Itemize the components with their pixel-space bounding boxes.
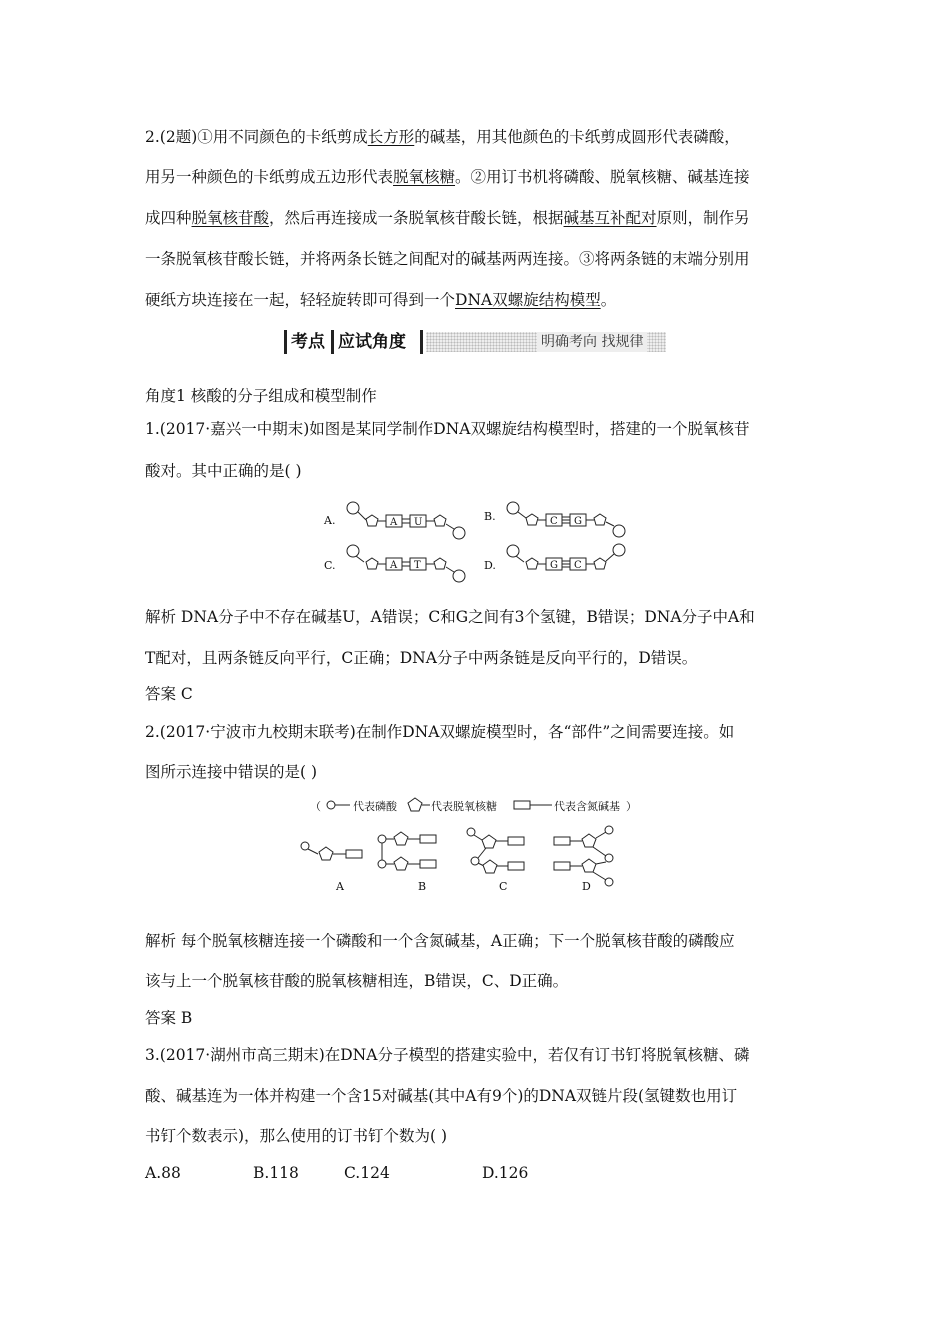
q1-fig-d-base2: C	[574, 560, 582, 571]
phosphate-icon	[453, 527, 465, 539]
sugar-icon	[394, 832, 408, 845]
q1-option-b-model	[484, 502, 625, 537]
phosphate-icon	[507, 502, 519, 514]
legend-base: 代表含氮碱基	[554, 800, 620, 813]
phosphate-icon	[613, 525, 625, 537]
legend-open: （	[310, 800, 321, 813]
phosphate-icon	[605, 878, 613, 886]
base-icon	[508, 837, 524, 845]
q1-stem-line-1: 1.(2017·嘉兴一中期末)如图是某同学制作DNA双螺旋结构模型时，搭建的一个脱氧核苷	[145, 420, 750, 438]
q2-option-c-model	[467, 828, 524, 873]
intro-line-5: 硬纸方块连接在一起，轻轻旋转即可得到一个DNA双螺旋结构模型。	[145, 291, 617, 309]
base-icon	[420, 860, 436, 868]
base-icon	[514, 801, 530, 809]
sugar-icon	[366, 558, 378, 569]
q2-fig-label-b: B	[418, 880, 427, 893]
sugar-icon	[366, 515, 378, 526]
sugar-icon	[482, 835, 496, 848]
banner-bar	[331, 330, 334, 354]
banner-bar	[284, 330, 287, 354]
sugar-icon	[594, 514, 606, 525]
phosphate-icon	[327, 801, 335, 809]
q3-option-c: C.124	[344, 1164, 390, 1182]
q1-fig-a-base1: A	[390, 517, 398, 528]
base-icon	[554, 837, 570, 845]
phosphate-icon	[613, 544, 625, 556]
phosphate-icon	[507, 545, 519, 557]
q1-figure	[320, 496, 640, 586]
legend-phosphate: 代表磷酸	[353, 800, 397, 813]
q2-fig-label-c: C	[499, 880, 508, 893]
q3-stem-line-3: 书钉个数表示)，那么使用的订书钉个数为( )	[145, 1127, 448, 1145]
q1-explanation-1: 解析 DNA分子中不存在碱基U，A错误；C和G之间有3个氢键，B错误；DNA分子中A和	[145, 608, 755, 626]
phosphate-icon	[605, 854, 613, 862]
base-icon	[346, 850, 362, 858]
q1-fig-b-base2: G	[574, 516, 582, 527]
q3-option-b: B.118	[253, 1164, 299, 1182]
sugar-icon	[582, 834, 596, 847]
q1-stem-line-2: 酸对。其中正确的是( )	[145, 462, 302, 480]
sugar-icon	[408, 798, 422, 811]
intro-line-1: 2.(2题)①用不同颜色的卡纸剪成长方形的碱基，用其他颜色的卡纸剪成圆形代表磷酸，	[145, 128, 740, 146]
q1-explanation-2: T配对，且两条链反向平行，C正确；DNA分子中两条链是反向平行的，D错误。	[145, 649, 698, 667]
q2-option-a-model	[301, 842, 362, 860]
q2-option-b-model	[378, 832, 436, 870]
phosphate-icon	[467, 828, 475, 836]
banner-tag-2: 应试角度	[338, 332, 406, 352]
q2-stem-line-1: 2.(2017·宁波市九校期末联考)在制作DNA双螺旋模型时，各“部件”之间需要连接。如	[145, 723, 735, 741]
legend-close: ）	[626, 800, 637, 813]
phosphate-icon	[378, 860, 386, 868]
sugar-icon	[594, 558, 606, 569]
phosphate-icon	[378, 835, 386, 843]
sugar-icon	[434, 515, 446, 526]
q2-stem-line-2: 图所示连接中错误的是( )	[145, 763, 318, 781]
sugar-icon	[394, 857, 408, 870]
q3-option-a: A.88	[145, 1164, 181, 1182]
sugar-icon	[526, 558, 538, 569]
banner-hint: 明确考向 找规律	[537, 332, 647, 352]
intro-line-4: 一条脱氧核苷酸长链，并将两条长链之间配对的碱基两两连接。③将两条链的末端分别用	[145, 250, 750, 268]
q2-explanation-2: 该与上一个脱氧核苷酸的脱氧核糖相连，B错误，C、D正确。	[145, 972, 569, 990]
q1-fig-c-base1: A	[390, 560, 398, 571]
banner-bar	[420, 330, 423, 354]
sugar-icon	[483, 860, 497, 873]
q2-fig-label-a: A	[336, 880, 344, 893]
q1-option-a-model	[323, 502, 465, 539]
q1-answer: 答案 C	[145, 685, 193, 703]
q3-stem-line-2: 酸、碱基连为一体并构建一个含15对碱基(其中A有9个)的DNA双链片段(氢键数也用订	[145, 1087, 738, 1105]
q1-fig-label-d: D.	[484, 559, 496, 572]
phosphate-icon	[347, 502, 359, 514]
angle-heading: 角度1 核酸的分子组成和模型制作	[145, 387, 377, 405]
base-icon	[554, 862, 570, 870]
sugar-icon	[319, 847, 333, 860]
sugar-icon	[582, 859, 596, 872]
phosphate-icon	[301, 842, 309, 850]
phosphate-icon	[453, 570, 465, 582]
q1-fig-d-base1: G	[550, 560, 558, 571]
section-banner	[284, 328, 666, 356]
q1-fig-a-base2: U	[414, 517, 423, 528]
q2-fig-label-d: D	[582, 880, 591, 893]
q1-fig-label-b: B.	[484, 510, 496, 523]
q1-fig-label-c: C.	[324, 559, 336, 572]
q1-fig-b-base1: C	[550, 516, 558, 527]
q1-fig-label-a: A.	[324, 514, 336, 527]
banner-tag-1: 考点	[291, 332, 325, 352]
phosphate-icon	[605, 826, 613, 834]
q2-figure	[296, 794, 641, 896]
q2-option-d-model	[554, 826, 613, 886]
intro-line-2: 用另一种颜色的卡纸剪成五边形代表脱氧核糖。②用订书机将磷酸、脱氧核糖、碱基连接	[145, 168, 750, 186]
q3-option-d: D.126	[482, 1164, 529, 1182]
phosphate-icon	[347, 545, 359, 557]
q1-fig-c-base2: T	[414, 560, 421, 571]
q2-explanation-1: 解析 每个脱氧核糖连接一个磷酸和一个含氮碱基，A正确；下一个脱氧核苷酸的磷酸应	[145, 932, 735, 950]
intro-line-3: 成四种脱氧核苷酸，然后再连接成一条脱氧核苷酸长链，根据碱基互补配对原则，制作另	[145, 209, 750, 227]
base-icon	[508, 862, 524, 870]
q1-option-d-model	[484, 544, 625, 572]
base-icon	[420, 835, 436, 843]
sugar-icon	[434, 558, 446, 569]
q2-answer: 答案 B	[145, 1009, 193, 1027]
legend-sugar: 代表脱氧核糖	[431, 800, 497, 813]
sugar-icon	[526, 514, 538, 525]
q1-option-c-model	[324, 545, 465, 582]
q3-stem-line-1: 3.(2017·湖州市高三期末)在DNA分子模型的搭建实验中，若仅有订书钉将脱氧核糖、磷	[145, 1046, 750, 1064]
phosphate-icon	[471, 857, 479, 865]
